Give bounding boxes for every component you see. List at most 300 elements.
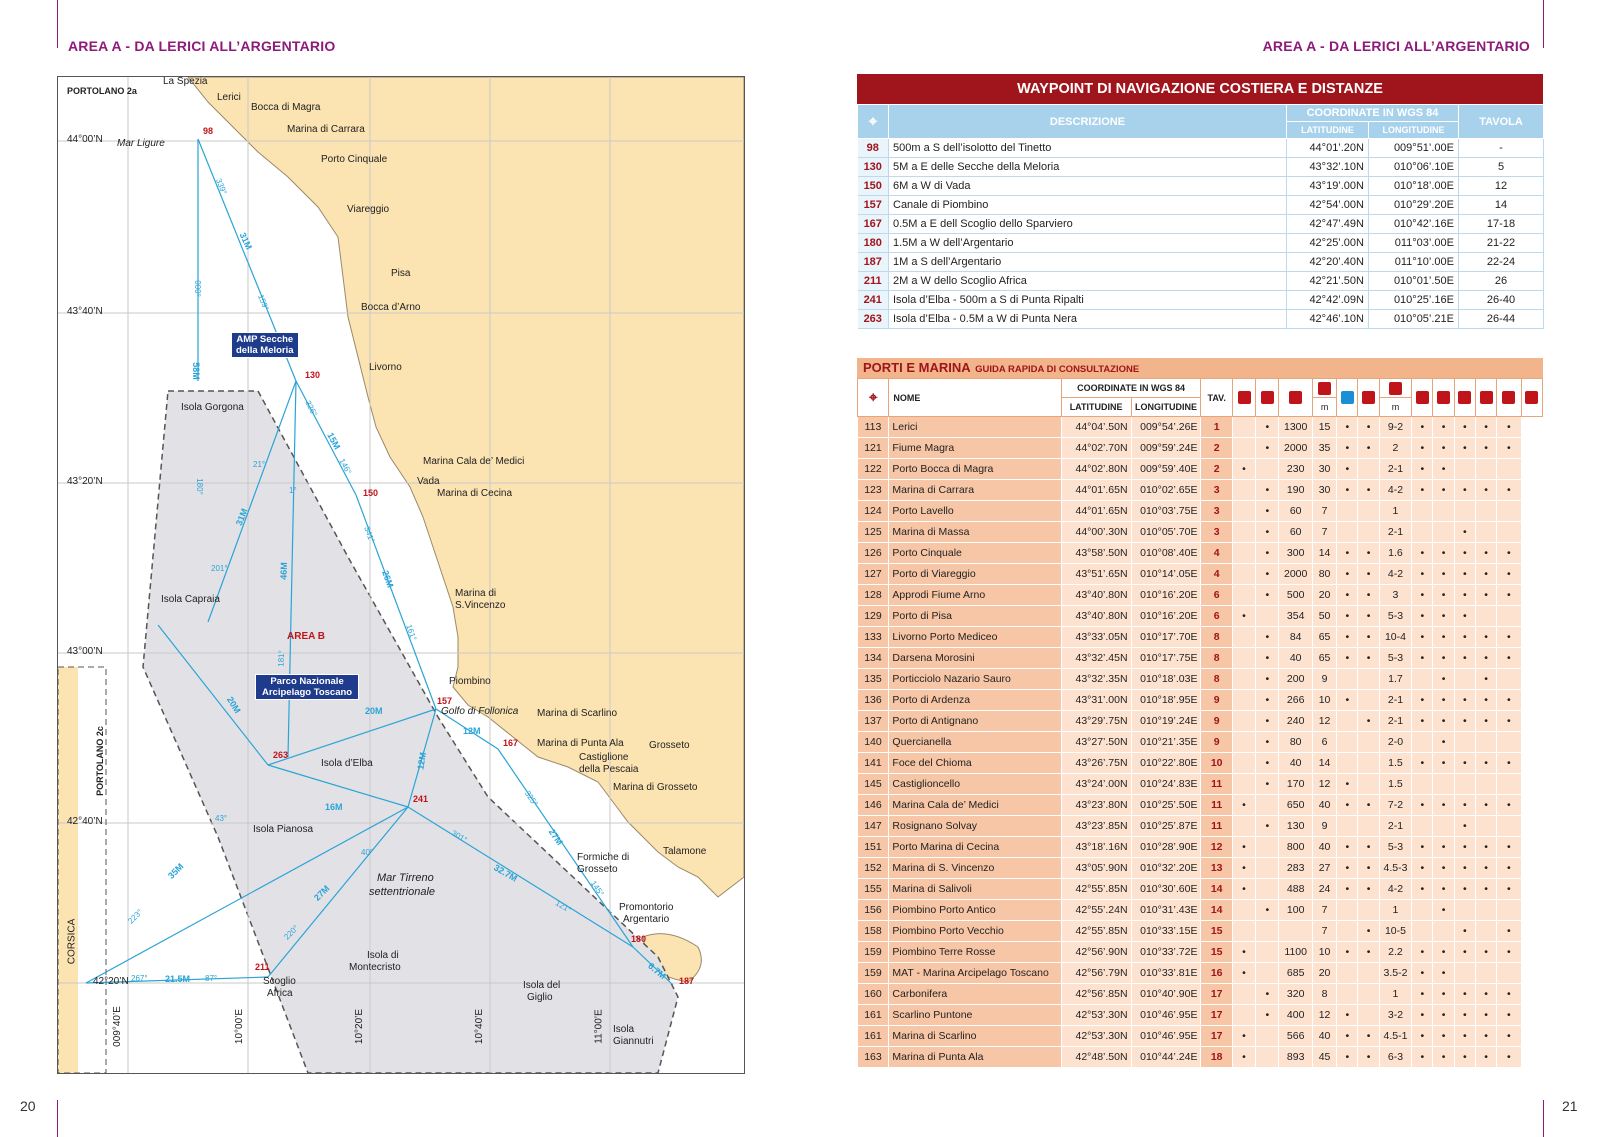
port-service-cell: • <box>1497 627 1521 648</box>
port-name: Marina Cala de’ Medici <box>889 795 1061 816</box>
port-service-cell: • <box>1454 522 1475 543</box>
port-service-cell: 65 <box>1312 648 1336 669</box>
bearing-145: 145° <box>588 879 606 898</box>
port-row <box>858 438 1543 459</box>
waypoint-longitude: 011°10’.00E <box>1369 253 1459 272</box>
ports-lat-header: LATITUDINE <box>1061 398 1131 417</box>
port-service-cell: • <box>1412 648 1433 669</box>
port-number: 137 <box>858 711 889 732</box>
port-number: 147 <box>858 816 889 837</box>
port-service-cell: • <box>1337 1047 1358 1068</box>
port-service-cell: 30 <box>1312 459 1336 480</box>
port-service-cell: • <box>1497 564 1521 585</box>
port-tavola: 11 <box>1201 774 1232 795</box>
ports-lon-header: LONGITUDINE <box>1131 398 1201 417</box>
port-latitude: 43°32’.35N <box>1061 669 1131 690</box>
port-row <box>858 732 1543 753</box>
port-service-cell <box>1497 606 1521 627</box>
waypoint-table-title: WAYPOINT DI NAVIGAZIONE COSTIERA E DISTANZE <box>857 74 1543 104</box>
port-service-cell: 2 <box>1379 438 1411 459</box>
port-service-cell: • <box>1232 942 1255 963</box>
dist-27m-a: 27M <box>312 883 332 903</box>
place-giglio-1: Isola del <box>523 980 561 991</box>
port-number: 160 <box>858 984 889 1005</box>
port-longitude: 010°46’.95E <box>1131 1005 1201 1026</box>
port-name: Piombino Terre Rosse <box>889 942 1061 963</box>
port-service-cell: 40 <box>1279 648 1312 669</box>
port-service-cell <box>1256 837 1279 858</box>
port-number: 122 <box>858 459 889 480</box>
left-page-rule <box>57 0 58 48</box>
port-service-cell: • <box>1433 438 1454 459</box>
sail2-icon-header <box>1256 379 1279 417</box>
port-number: 156 <box>858 900 889 921</box>
port-service-cell: • <box>1412 690 1433 711</box>
port-service-cell: 9 <box>1312 669 1336 690</box>
port-service-cell <box>1475 900 1496 921</box>
place-castiglione-1: Castiglione <box>579 752 629 763</box>
port-number: 141 <box>858 753 889 774</box>
port-service-cell <box>1232 585 1255 606</box>
port-name: Marina di S. Vincenzo <box>889 858 1061 879</box>
waypoint-description: Isola d’Elba - 0.5M a W di Punta Nera <box>889 310 1287 329</box>
port-service-cell: • <box>1337 585 1358 606</box>
waypoint-row <box>858 158 1544 177</box>
port-service-cell <box>1256 1047 1279 1068</box>
port-service-cell: • <box>1337 1026 1358 1047</box>
port-service-cell <box>1337 984 1358 1005</box>
port-service-cell: • <box>1256 984 1279 1005</box>
port-service-cell <box>1256 795 1279 816</box>
waypoint-row <box>858 215 1544 234</box>
lon-label-09-40: 009°40’E <box>111 1006 123 1047</box>
port-tavola: 3 <box>1201 522 1232 543</box>
port-tavola: 6 <box>1201 606 1232 627</box>
port-tavola: 11 <box>1201 816 1232 837</box>
place-svincenzo-2: S.Vincenzo <box>455 600 506 611</box>
port-service-cell: • <box>1475 879 1496 900</box>
anchor-sail-icon <box>1261 391 1274 404</box>
port-service-cell: • <box>1497 837 1521 858</box>
bearing-341: 341° <box>362 525 377 544</box>
port-service-cell: • <box>1475 984 1496 1005</box>
port-longitude: 009°59’.40E <box>1131 459 1201 480</box>
port-service-cell <box>1337 921 1358 942</box>
water-icon <box>1437 391 1450 404</box>
port-service-cell: 1.5 <box>1379 774 1411 795</box>
port-service-cell: • <box>1497 921 1521 942</box>
port-service-cell: • <box>1412 753 1433 774</box>
waypoint-211: 211 <box>255 962 270 972</box>
port-service-cell <box>1358 690 1379 711</box>
port-tavola: 9 <box>1201 732 1232 753</box>
port-service-cell: 2000 <box>1279 438 1312 459</box>
port-service-cell: 7-2 <box>1379 795 1411 816</box>
port-service-cell: • <box>1412 1026 1433 1047</box>
place-carrara: Marina di Carrara <box>287 124 365 135</box>
port-latitude: 43°27’.50N <box>1061 732 1131 753</box>
port-service-cell <box>1475 732 1496 753</box>
port-service-cell: 40 <box>1312 837 1336 858</box>
waypoint-description: Isola d’Elba - 500m a S di Punta Ripalti <box>889 291 1287 310</box>
port-tavola: 8 <box>1201 648 1232 669</box>
port-latitude: 42°56’.79N <box>1061 963 1131 984</box>
waypoint-number: 241 <box>858 291 889 310</box>
place-lerici: Lerici <box>217 92 241 103</box>
port-service-cell: 1300 <box>1279 417 1312 438</box>
port-row <box>858 543 1543 564</box>
port-tavola: 8 <box>1201 627 1232 648</box>
waypoint-description: 1.5M a W dell’Argentario <box>889 234 1287 253</box>
dist-20m-a: 20M <box>224 694 243 716</box>
port-tavola: 15 <box>1201 921 1232 942</box>
port-latitude: 43°51’.65N <box>1061 564 1131 585</box>
port-service-cell: • <box>1256 753 1279 774</box>
port-service-cell: 84 <box>1279 627 1312 648</box>
port-service-cell <box>1412 732 1433 753</box>
port-name: Scarlino Puntone <box>889 1005 1061 1026</box>
depth-icon <box>1389 382 1402 395</box>
place-africa: Africa <box>267 988 293 999</box>
lon-label-11-00: 11°00’E <box>593 1009 605 1044</box>
port-number: 155 <box>858 879 889 900</box>
port-name: Porto Cinquale <box>889 543 1061 564</box>
port-service-cell <box>1454 459 1475 480</box>
port-service-cell: • <box>1454 984 1475 1005</box>
port-service-cell <box>1256 963 1279 984</box>
waypoint-row <box>858 139 1544 158</box>
length-icon-header <box>1312 379 1336 398</box>
ports-table <box>857 378 1543 1068</box>
port-number: 163 <box>858 1047 889 1068</box>
port-service-cell: • <box>1433 858 1454 879</box>
port-service-cell: • <box>1433 1026 1454 1047</box>
waypoint-number: 180 <box>858 234 889 253</box>
port-latitude: 43°05’.90N <box>1061 858 1131 879</box>
port-service-cell: • <box>1454 837 1475 858</box>
port-service-cell: • <box>1433 459 1454 480</box>
waypoint-187: 187 <box>679 976 695 986</box>
wrench-icon <box>1525 391 1538 404</box>
port-service-cell <box>1337 753 1358 774</box>
port-service-cell <box>1256 921 1279 942</box>
port-longitude: 010°17’.70E <box>1131 627 1201 648</box>
port-row <box>858 942 1543 963</box>
waypoint-157: 157 <box>437 696 453 706</box>
waypoint-description: 500m a S dell’isolotto del Tinetto <box>889 139 1287 158</box>
port-service-cell <box>1454 774 1475 795</box>
port-name: Porto Lavello <box>889 501 1061 522</box>
port-service-cell: • <box>1232 858 1255 879</box>
port-service-cell: • <box>1256 480 1279 501</box>
port-latitude: 43°23’.80N <box>1061 795 1131 816</box>
port-latitude: 43°18’.16N <box>1061 837 1131 858</box>
bearing-21: 21° <box>253 460 266 469</box>
port-service-cell <box>1433 816 1454 837</box>
ports-icon-header: ⌖ <box>858 379 889 417</box>
port-service-cell <box>1412 522 1433 543</box>
place-promontorio-2: Argentario <box>623 914 670 925</box>
port-service-cell <box>1337 963 1358 984</box>
waypoint-description: Canale di Piombino <box>889 196 1287 215</box>
port-number: 134 <box>858 648 889 669</box>
length-icon <box>1318 382 1331 395</box>
bearing-301: 301° <box>449 828 469 845</box>
port-service-cell <box>1232 984 1255 1005</box>
bearing-146: 146° <box>337 457 354 476</box>
port-service-cell: • <box>1433 732 1454 753</box>
port-longitude: 010°33’.15E <box>1131 921 1201 942</box>
port-service-cell: • <box>1337 459 1358 480</box>
port-row <box>858 774 1543 795</box>
port-name: Marina di Carrara <box>889 480 1061 501</box>
port-service-cell: • <box>1337 417 1358 438</box>
sea-label-tirreno: Mar Tirreno <box>377 872 434 884</box>
port-service-cell <box>1475 501 1496 522</box>
lon-label-10-00: 10°00’E <box>234 1008 246 1045</box>
port-row <box>858 963 1543 984</box>
port-service-cell: • <box>1454 480 1475 501</box>
port-row <box>858 459 1543 480</box>
port-service-cell <box>1256 1026 1279 1047</box>
port-service-cell: 190 <box>1279 480 1312 501</box>
port-service-cell <box>1337 900 1358 921</box>
port-service-cell: • <box>1497 711 1521 732</box>
port-longitude: 010°18’.03E <box>1131 669 1201 690</box>
waypoint-description: 0.5M a E dell Scoglio dello Sparviero <box>889 215 1287 234</box>
port-name: Approdi Fiume Arno <box>889 585 1061 606</box>
fuel-icon-header <box>1358 379 1379 417</box>
ports-name-header: NOME <box>889 379 1061 417</box>
dist-15m: 15M <box>325 430 343 452</box>
port-name: Marina di Massa <box>889 522 1061 543</box>
bearing-159: 159° <box>256 293 271 312</box>
port-service-cell: • <box>1475 480 1496 501</box>
port-service-cell <box>1232 732 1255 753</box>
port-service-cell: 1 <box>1379 501 1411 522</box>
port-number: 126 <box>858 543 889 564</box>
dist-31m-a: 31M <box>237 230 254 252</box>
right-footer-rule <box>1543 1100 1544 1137</box>
waypoint-tavola: 12 <box>1459 177 1544 196</box>
port-service-cell: • <box>1232 837 1255 858</box>
port-row <box>858 585 1543 606</box>
port-service-cell: 4-2 <box>1379 564 1411 585</box>
coords-header: COORDINATE IN WGS 84 <box>1287 105 1459 122</box>
port-longitude: 010°17’.75E <box>1131 648 1201 669</box>
port-service-cell: • <box>1433 711 1454 732</box>
port-service-cell: 2.2 <box>1379 942 1411 963</box>
waypoint-tavola: 5 <box>1459 158 1544 177</box>
port-service-cell <box>1232 522 1255 543</box>
port-service-cell: 10 <box>1312 690 1336 711</box>
ports-subtitle: GUIDA RAPIDA DI CONSULTAZIONE <box>975 364 1140 375</box>
port-service-cell: • <box>1256 438 1279 459</box>
port-service-cell: • <box>1454 627 1475 648</box>
port-service-cell <box>1475 606 1496 627</box>
port-service-cell: • <box>1412 858 1433 879</box>
place-formiche-2: Grosseto <box>577 864 618 875</box>
port-service-cell: 80 <box>1312 564 1336 585</box>
port-latitude: 42°55’.85N <box>1061 879 1131 900</box>
tavola-header: TAVOLA <box>1459 105 1544 139</box>
sea-label-ligure: Mar Ligure <box>117 138 165 149</box>
port-tavola: 16 <box>1201 963 1232 984</box>
port-service-cell: 1.6 <box>1379 543 1411 564</box>
port-service-cell: • <box>1358 417 1379 438</box>
port-service-cell: • <box>1475 669 1496 690</box>
port-service-cell: • <box>1433 1005 1454 1026</box>
port-service-cell: • <box>1337 564 1358 585</box>
dist-12m-a: 12M <box>463 726 481 736</box>
port-service-cell: 10-5 <box>1379 921 1411 942</box>
lon-label-10-40: 10°40’E <box>474 1008 486 1045</box>
port-service-cell: 4-2 <box>1379 879 1411 900</box>
port-tavola: 18 <box>1201 1047 1232 1068</box>
port-longitude: 010°16’.20E <box>1131 585 1201 606</box>
waypoint-longitude: 009°51’.00E <box>1369 139 1459 158</box>
port-name: Porto Marina di Cecina <box>889 837 1061 858</box>
place-cecina: Marina di Cecina <box>437 488 513 499</box>
port-service-cell: • <box>1256 501 1279 522</box>
waypoint-latitude: 42°25’.00N <box>1287 234 1369 253</box>
port-service-cell <box>1454 900 1475 921</box>
port-service-cell: • <box>1256 690 1279 711</box>
port-service-cell <box>1256 879 1279 900</box>
port-service-cell: • <box>1358 921 1379 942</box>
port-service-cell <box>1358 984 1379 1005</box>
port-service-cell: 266 <box>1279 690 1312 711</box>
port-service-cell: • <box>1454 795 1475 816</box>
port-service-cell <box>1337 522 1358 543</box>
bearing-326: 326° <box>303 399 320 418</box>
port-service-cell: • <box>1433 753 1454 774</box>
place-livorno: Livorno <box>369 362 402 373</box>
port-service-cell: • <box>1454 1047 1475 1068</box>
port-service-cell <box>1337 669 1358 690</box>
port-name: Porto di Viareggio <box>889 564 1061 585</box>
port-number: 123 <box>858 480 889 501</box>
bearing-201: 201° <box>211 564 228 573</box>
port-service-cell: • <box>1497 879 1521 900</box>
port-service-cell: • <box>1475 627 1496 648</box>
port-service-cell: • <box>1454 942 1475 963</box>
waypoint-tavola: 21-22 <box>1459 234 1544 253</box>
port-name: Marina di Salivoli <box>889 879 1061 900</box>
port-service-cell: • <box>1358 837 1379 858</box>
transit-icon-header <box>1337 379 1358 417</box>
waypoint-167: 167 <box>503 738 519 748</box>
port-service-cell: • <box>1337 774 1358 795</box>
port-tavola: 1 <box>1201 417 1232 438</box>
port-latitude: 43°40’.80N <box>1061 606 1131 627</box>
bearing-1: 1° <box>289 486 297 495</box>
port-service-cell: 30 <box>1312 480 1336 501</box>
port-service-cell: • <box>1475 711 1496 732</box>
port-number: 124 <box>858 501 889 522</box>
port-service-cell <box>1433 501 1454 522</box>
port-tavola: 2 <box>1201 438 1232 459</box>
port-service-cell: 283 <box>1279 858 1312 879</box>
port-latitude: 44°01’.65N <box>1061 501 1131 522</box>
place-bocca-magra: Bocca di Magra <box>251 102 321 113</box>
bearing-180: 180° <box>194 478 204 495</box>
port-name: Carbonifera <box>889 984 1061 1005</box>
port-tavola: 17 <box>1201 984 1232 1005</box>
port-service-cell: 488 <box>1279 879 1312 900</box>
port-service-cell: 7 <box>1312 921 1336 942</box>
bearing-87: 87° <box>205 974 218 983</box>
lat-label-44-00: 44°00’N <box>67 134 103 145</box>
map-labels <box>57 76 743 1072</box>
port-name: Porto di Antignano <box>889 711 1061 732</box>
port-name: Marina di Scarlino <box>889 1026 1061 1047</box>
port-service-cell: • <box>1433 1047 1454 1068</box>
right-area-title: AREA A - DA LERICI ALL’ARGENTARIO <box>1262 38 1530 54</box>
port-service-cell <box>1497 459 1521 480</box>
place-montecristo-2: Montecristo <box>349 962 401 973</box>
port-row <box>858 564 1543 585</box>
port-service-cell <box>1497 669 1521 690</box>
port-service-cell: • <box>1256 564 1279 585</box>
transit-icon <box>1341 391 1354 404</box>
port-service-cell <box>1337 501 1358 522</box>
port-service-cell <box>1358 753 1379 774</box>
port-service-cell <box>1232 501 1255 522</box>
port-row <box>858 921 1543 942</box>
port-service-cell: • <box>1337 1005 1358 1026</box>
waypoint-number: 150 <box>858 177 889 196</box>
place-svincenzo-1: Marina di <box>455 588 497 599</box>
port-service-cell: • <box>1497 795 1521 816</box>
port-number: 136 <box>858 690 889 711</box>
port-service-cell: • <box>1475 564 1496 585</box>
port-service-cell <box>1497 522 1521 543</box>
port-service-cell <box>1475 522 1496 543</box>
port-longitude: 009°54’.26E <box>1131 417 1201 438</box>
waypoint-98: 98 <box>203 126 214 136</box>
bearing-339: 339° <box>214 177 229 196</box>
waypoint-130: 130 <box>305 370 321 380</box>
port-service-cell: 6-3 <box>1379 1047 1411 1068</box>
waypoint-row <box>858 291 1544 310</box>
sea-label-tirreno-2: settentrionale <box>369 886 436 898</box>
port-number: 161 <box>858 1026 889 1047</box>
port-name: MAT - Marina Arcipelago Toscano <box>889 963 1061 984</box>
waypoint-tavola: 26-40 <box>1459 291 1544 310</box>
waypoint-table <box>857 104 1544 329</box>
port-service-cell <box>1232 1005 1255 1026</box>
port-latitude: 42°53’.30N <box>1061 1026 1131 1047</box>
port-service-cell <box>1232 816 1255 837</box>
port-service-cell: • <box>1475 1047 1496 1068</box>
place-la-spezia: La Spezia <box>163 76 208 87</box>
port-name: Marina di Punta Ala <box>889 1047 1061 1068</box>
port-service-cell: • <box>1497 585 1521 606</box>
port-longitude: 010°25’.87E <box>1131 816 1201 837</box>
area-b-label: AREA B <box>287 631 325 642</box>
waypoint-number: 130 <box>858 158 889 177</box>
shower-icon <box>1480 391 1493 404</box>
m-unit-1: m <box>1312 398 1336 417</box>
port-service-cell: • <box>1412 963 1433 984</box>
port-service-cell: • <box>1412 564 1433 585</box>
port-service-cell: 7 <box>1312 522 1336 543</box>
waypoint-latitude: 43°32’.10N <box>1287 158 1369 177</box>
waypoint-150: 150 <box>363 488 379 498</box>
port-service-cell: • <box>1454 564 1475 585</box>
port-service-cell: • <box>1232 606 1255 627</box>
